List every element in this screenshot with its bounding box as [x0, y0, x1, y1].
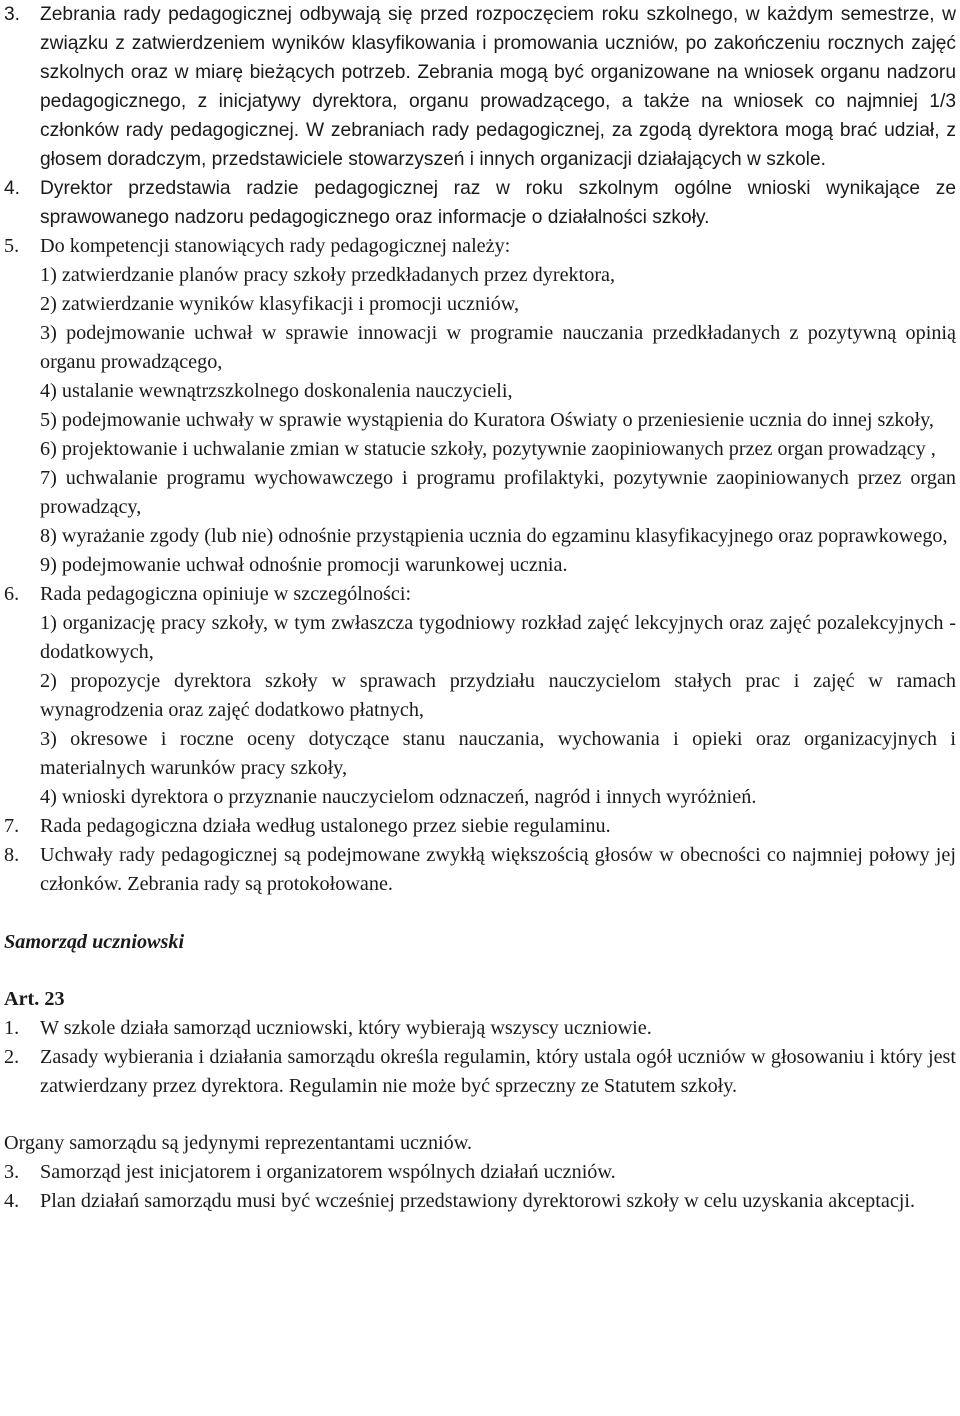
list-item: 4) wnioski dyrektora o przyznanie nauczycielom odznaczeń, nagród i innych wyróżnień.: [40, 786, 757, 808]
paragraph-5-intro: [0, 232, 956, 261]
paragraph-5: [0, 232, 960, 580]
paragraph-6: [0, 580, 960, 812]
paragraph-text: Zasady wybierania i działania samorządu określa regulamin, który ustala ogół uczniów w głosowaniu i który jest zatwierdzany przez dyrektora. Regulamin nie może być sprzeczny ze Statutem szkoły.: [40, 1046, 956, 1097]
paragraph-6-intro: [0, 580, 956, 609]
list-item: 5) podejmowanie uchwały w sprawie wystąpienia do Kuratora Oświaty o przeniesienie ucznia do innej szkoły,: [40, 409, 934, 431]
article-paragraph-3: [0, 1158, 956, 1187]
spacer: [0, 957, 960, 985]
paragraph-number: 7.: [4, 815, 20, 837]
paragraph-text: W szkole działa samorząd uczniowski, który wybierają wszyscy uczniowie.: [40, 1017, 652, 1039]
paragraph-text: Samorząd jest inicjatorem i organizatorem wspólnych działań uczniów.: [40, 1161, 616, 1183]
list-item: 3) podejmowanie uchwał w sprawie innowacji w programie nauczania przedkładanych z pozytywną opinią organu prowadzącego,: [40, 322, 956, 373]
paragraph-number: 6.: [4, 583, 20, 605]
spacer: [0, 899, 960, 928]
list-item: 1) organizację pracy szkoły, w tym zwłaszcza tygodniowy rozkład zajęć lekcyjnych oraz zajęć pozalekcyjnych - dodatkowych,: [40, 612, 956, 663]
article-paragraph-2: [0, 1043, 956, 1101]
article-heading: Art. 23: [4, 988, 65, 1010]
paragraph-number: 3.: [4, 4, 21, 25]
paragraph-text: Rada pedagogiczna opiniuje w szczególności:: [40, 583, 412, 605]
list-item: 2) propozycje dyrektora szkoły w sprawach przydziału nauczycielom stałych prac i zajęć w ramach wynagrodzenia oraz zajęć dodatkowo płatnych,: [40, 670, 956, 721]
list-item: 3) okresowe i roczne oceny dotyczące stanu nauczania, wychowania i opieki oraz organizacyjnych i materialnych warunków pracy szkoły,: [40, 728, 956, 779]
section-title: Samorząd uczniowski: [4, 931, 185, 953]
paragraph-number: 2.: [4, 1046, 20, 1068]
list-item: 4) ustalanie wewnątrzszkolnego doskonalenia nauczycieli,: [40, 380, 513, 402]
list-item: 8) wyrażanie zgody (lub nie) odnośnie przystąpienia ucznia do egzaminu klasyfikacyjnego oraz poprawkowego,: [40, 525, 948, 547]
paragraph-number: 4.: [4, 1190, 20, 1212]
paragraph-text: Uchwały rady pedagogicznej są podejmowane zwykłą większością głosów w obecności co najmniej połowy jej członków. Zebrania rady są protokołowane.: [40, 844, 956, 895]
list-item: 2) zatwierdzanie wyników klasyfikacji i promocji uczniów,: [40, 293, 520, 315]
paragraph-number: 8.: [4, 844, 20, 866]
paragraph-text: Rada pedagogiczna działa według ustalonego przez siebie regulaminu.: [40, 815, 611, 837]
paragraph-number: 4.: [4, 178, 21, 199]
paragraph-4: [0, 174, 956, 232]
paragraph-number: 5.: [4, 235, 20, 257]
article-paragraph-1: [0, 1014, 956, 1043]
paragraph-text: Do kompetencji stanowiących rady pedagogicznej należy:: [40, 235, 511, 257]
organs-statement: Organy samorządu są jedynymi reprezentantami uczniów.: [4, 1132, 473, 1154]
list-item: 6) projektowanie i uchwalanie zmian w statucie szkoły, pozytywnie zaopiniowanych przez organ prowadzący ,: [40, 438, 936, 460]
paragraph-8: [0, 841, 956, 899]
paragraph-text: Plan działań samorządu musi być wcześniej przedstawiony dyrektorowi szkoły w celu uzyskania akceptacji.: [40, 1190, 916, 1212]
article-paragraph-4: [0, 1187, 956, 1216]
list-item: 7) uchwalanie programu wychowawczego i programu profilaktyki, pozytywnie zaopiniowanych przez organ prowadzący,: [40, 467, 956, 518]
list-item: 9) podejmowanie uchwał odnośnie promocji warunkowej ucznia.: [40, 554, 568, 576]
paragraph-number: 3.: [4, 1161, 20, 1183]
paragraph-7: [0, 812, 956, 841]
paragraph-text: Zebrania rady pedagogicznej odbywają się przed rozpoczęciem roku szkolnego, w każdym semestrze, w związku z zatwierdzeniem wyników klasyfikowania i promowania uczniów, po zakończeniu rocznych zajęć szkolnych oraz w miarę bieżących potrzeb. Zebrania mogą być organizowane na wniosek organu nadzoru pedagogicznego, z inicjatywy dyrektora, organu prowadzącego, a także na wniosek co najmniej 1/3 członków rady pedagogicznej. W zebraniach rady pedagogicznej, za zgodą dyrektora mogą brać udział, z głosem doradczym, przedstawiciele stowarzyszeń i innych organizacji działających w szkole.: [40, 4, 956, 170]
paragraph-number: 1.: [4, 1017, 20, 1039]
paragraph-3: [0, 0, 956, 174]
paragraph-text: Dyrektor przedstawia radzie pedagogicznej raz w roku szkolnym ogólne wnioski wynikające ze sprawowanego nadzoru pedagogicznego oraz informacje o działalności szkoły.: [40, 178, 956, 228]
spacer: [0, 1101, 960, 1129]
list-item: 1) zatwierdzanie planów pracy szkoły przedkładanych przez dyrektora,: [40, 264, 616, 286]
